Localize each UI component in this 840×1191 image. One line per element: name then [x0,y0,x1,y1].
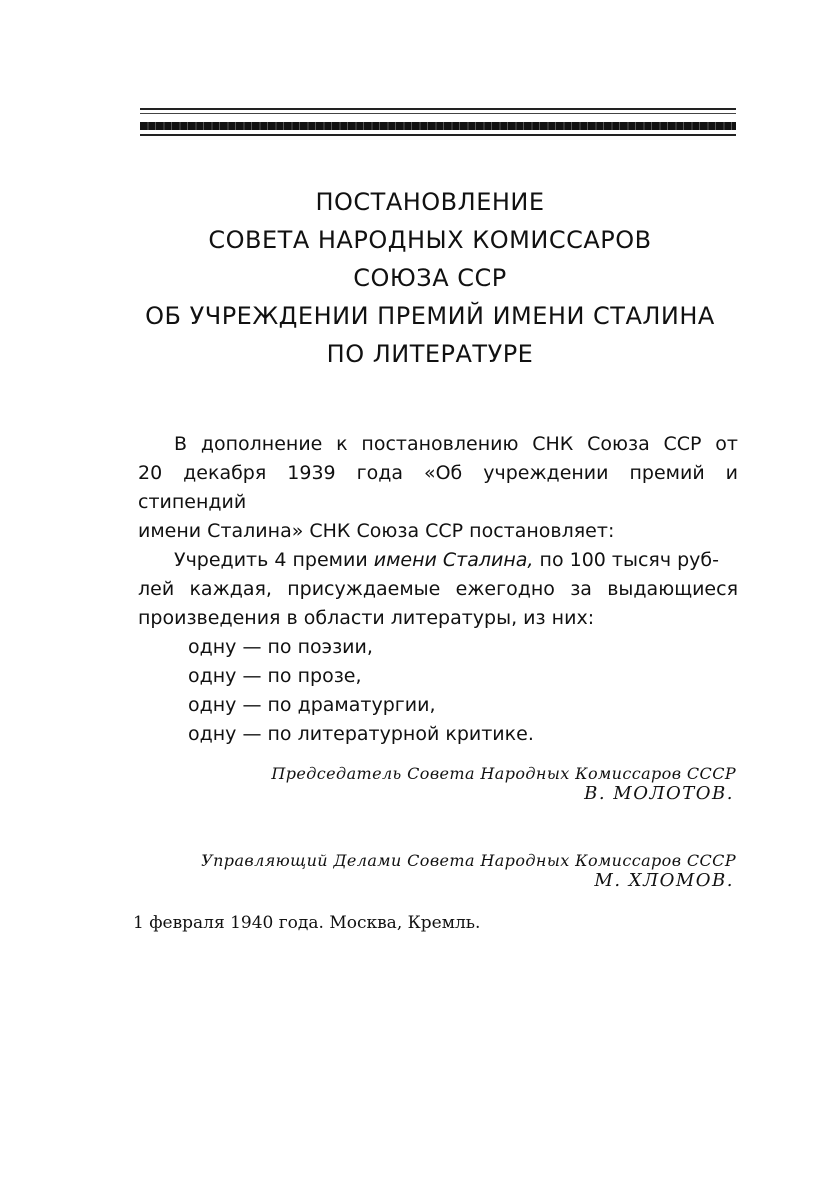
document-title [100,183,760,373]
title-line: СОВЕТА НАРОДНЫХ КОМИССАРОВ [208,226,652,254]
title-line: ПО ЛИТЕРАТУРЕ [326,340,534,368]
header-rule-ornament [140,122,736,130]
header-rule-thin [140,113,736,114]
paragraph2-text: Учредить 4 премии [174,549,374,571]
paragraph2-italic: имени Сталина, [373,549,534,571]
paragraph2-text: по 100 тысяч руб- [533,549,720,571]
list-item: одну — по драматургии, [188,694,436,716]
date-line: 1 февраля 1940 года. Москва, Кремль. [133,913,481,933]
signature-chairman [271,764,736,804]
signature-manager [201,851,736,891]
paragraph2-line [138,546,738,575]
paragraph1-line: В дополнение к постановлению СНК Союза ССР от [174,433,738,455]
signature-name: В. МОЛОТОВ. [584,783,734,804]
title-line: ОБ УЧРЕЖДЕНИИ ПРЕМИЙ ИМЕНИ СТАЛИНА [145,302,715,330]
list-item: одну — по прозе, [188,665,362,687]
paragraph2-line: произведения в области литературы, из них: [138,607,595,629]
title-line: СОЮЗА ССР [353,264,507,292]
decree-body [138,430,738,749]
paragraph1-line: 20 декабря 1939 года «Об учреждении премий и стипендий [138,462,738,513]
signature-position: Управляющий Делами Совета Народных Комиссаров СССР [201,851,736,870]
title-line: ПОСТАНОВЛЕНИЕ [315,188,545,216]
header-rule-top [140,108,736,110]
list-item: одну — по литературной критике. [188,723,534,745]
signature-position: Председатель Совета Народных Комиссаров СССР [271,764,736,783]
paragraph2-line: лей каждая, присуждаемые ежегодно за выдающиеся [138,578,738,600]
header-rule-bottom [140,134,736,136]
signature-name: М. ХЛОМОВ. [594,870,734,891]
paragraph1-line: имени Сталина» СНК Союза ССР постановляет: [138,520,615,542]
list-item: одну — по поэзии, [188,636,373,658]
